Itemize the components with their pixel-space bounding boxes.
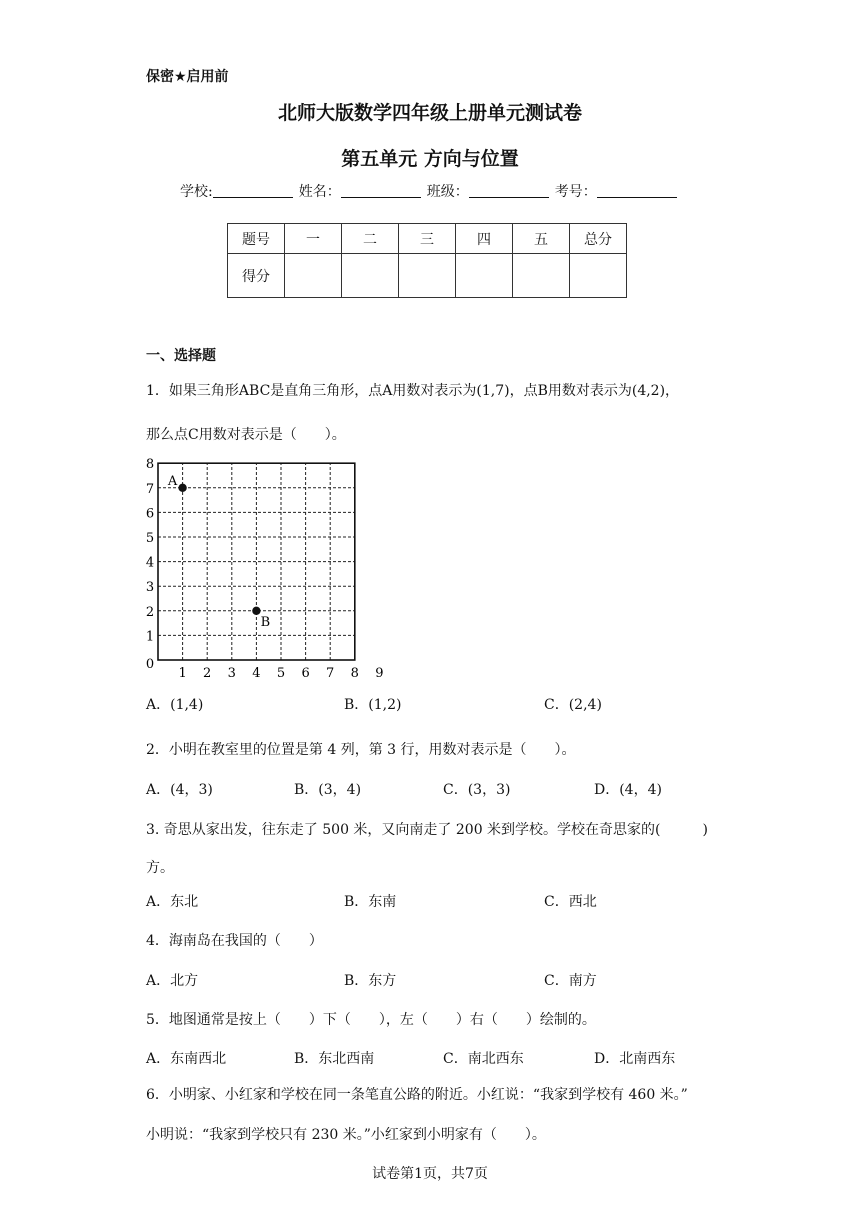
unit-title: 第五单元 方向与位置 — [341, 148, 519, 170]
score-cell[interactable] — [399, 254, 456, 298]
q3-option-b[interactable]: B．东南 — [344, 894, 397, 910]
score-cell[interactable] — [570, 254, 627, 298]
y-tick-label: 1 — [145, 629, 155, 645]
point-label-a: A — [167, 473, 178, 489]
confidential-label: 保密★启用前 — [146, 69, 229, 85]
q4-option-c[interactable]: C．南方 — [544, 973, 597, 989]
y-tick-label: 5 — [145, 531, 155, 546]
q3-option-a[interactable]: A．东北 — [146, 894, 199, 910]
score-header-cell: 一 — [285, 224, 342, 254]
score-header-cell: 五 — [513, 224, 570, 254]
school-label: 学校: — [180, 184, 213, 200]
x-tick-label: 7 — [326, 666, 335, 681]
q5-option-b[interactable]: B．东北西南 — [294, 1051, 375, 1067]
exam-no-blank[interactable] — [597, 183, 677, 198]
school-blank[interactable] — [213, 183, 293, 198]
y-tick-label: 3 — [145, 580, 155, 596]
q1-option-b[interactable]: B．(1,2) — [344, 697, 402, 713]
exam-no-label: 考号： — [554, 184, 597, 200]
question-4: 4．海南岛在我国的（ ） — [146, 933, 323, 949]
student-info — [180, 181, 683, 201]
question-3-line-2: 方。 — [146, 860, 174, 876]
y-tick-label: 2 — [145, 604, 155, 620]
question-6-line-2: 小明说：“我家到学校只有 230 米。”小红家到小明家有（ ）。 — [146, 1127, 546, 1143]
x-tick-label: 0 — [145, 657, 155, 672]
q4-option-b[interactable]: B．东方 — [344, 973, 397, 989]
point-b — [252, 607, 260, 615]
point-label-b: B — [260, 614, 271, 630]
q1-option-c[interactable]: C．(2,4) — [544, 697, 602, 713]
score-row-label: 得分 — [228, 254, 285, 298]
q2-option-b[interactable]: B．(3，4) — [294, 782, 362, 798]
x-tick-label: 3 — [227, 666, 236, 681]
score-cell[interactable] — [285, 254, 342, 298]
exam-title: 北师大版数学四年级上册单元测试卷 — [277, 102, 582, 124]
score-header-cell: 总分 — [570, 224, 627, 254]
section-heading: 一、选择题 — [146, 348, 216, 364]
question-2: 2．小明在教室里的位置是第 4 列，第 3 行，用数对表示是（ ）。 — [146, 742, 576, 758]
y-tick-label: 6 — [145, 506, 155, 522]
x-tick-label: 8 — [350, 666, 359, 681]
q2-option-a[interactable]: A．(4，3) — [146, 782, 213, 798]
page-footer: 试卷第1页，共7页 — [372, 1166, 488, 1182]
y-tick-label: 7 — [145, 481, 155, 497]
question-1-line-2: 那么点C用数对表示是（ ）。 — [146, 427, 346, 443]
question-5: 5．地图通常是按上（ ）下（ ），左（ ）右（ ）绘制的。 — [146, 1012, 596, 1028]
y-tick-label: 4 — [145, 555, 155, 571]
score-header-cell: 二 — [342, 224, 399, 254]
question-1-line-1: 1．如果三角形ABC是直角三角形，点A用数对表示为(1,7)，点B用数对表示为(4,2)， — [146, 383, 680, 399]
q5-option-c[interactable]: C．南北西东 — [443, 1051, 524, 1067]
x-tick-label: 1 — [178, 666, 187, 681]
score-header-row — [228, 224, 627, 254]
score-header-cell: 题号 — [228, 224, 285, 254]
score-header-cell: 四 — [456, 224, 513, 254]
q5-option-d[interactable]: D．北南西东 — [594, 1051, 676, 1067]
q2-option-d[interactable]: D．(4，4) — [594, 782, 662, 798]
q1-option-a[interactable]: A．(1,4) — [146, 697, 204, 713]
x-tick-label: 6 — [301, 666, 310, 681]
question-6-line-1: 6．小明家、小红家和学校在同一条笔直公路的附近。小红说：“我家到学校有 460 米。” — [146, 1087, 688, 1103]
score-cell[interactable] — [513, 254, 570, 298]
score-table — [227, 223, 627, 298]
class-label: 班级： — [426, 184, 469, 200]
q4-option-a[interactable]: A．北方 — [146, 973, 199, 989]
score-cell[interactable] — [342, 254, 399, 298]
y-tick-label: 8 — [145, 457, 155, 473]
name-label: 姓名： — [298, 184, 341, 200]
name-blank[interactable] — [341, 183, 421, 198]
question-3-line-1: 3. 奇思从家出发，往东走了 500 米，又向南走了 200 米到学校。学校在奇思家的( ) — [146, 822, 708, 838]
coordinate-grid-chart — [140, 452, 400, 687]
q5-option-a[interactable]: A．东南西北 — [146, 1051, 227, 1067]
x-tick-label: 9 — [375, 666, 384, 681]
q2-option-c[interactable]: C．(3，3) — [443, 782, 511, 798]
x-tick-label: 2 — [203, 666, 212, 681]
score-cell[interactable] — [456, 254, 513, 298]
q3-option-c[interactable]: C．西北 — [544, 894, 597, 910]
score-row — [228, 254, 627, 298]
x-tick-label: 4 — [252, 666, 261, 681]
class-blank[interactable] — [469, 183, 549, 198]
x-tick-label: 5 — [276, 666, 286, 681]
score-header-cell: 三 — [399, 224, 456, 254]
point-a — [178, 484, 186, 492]
